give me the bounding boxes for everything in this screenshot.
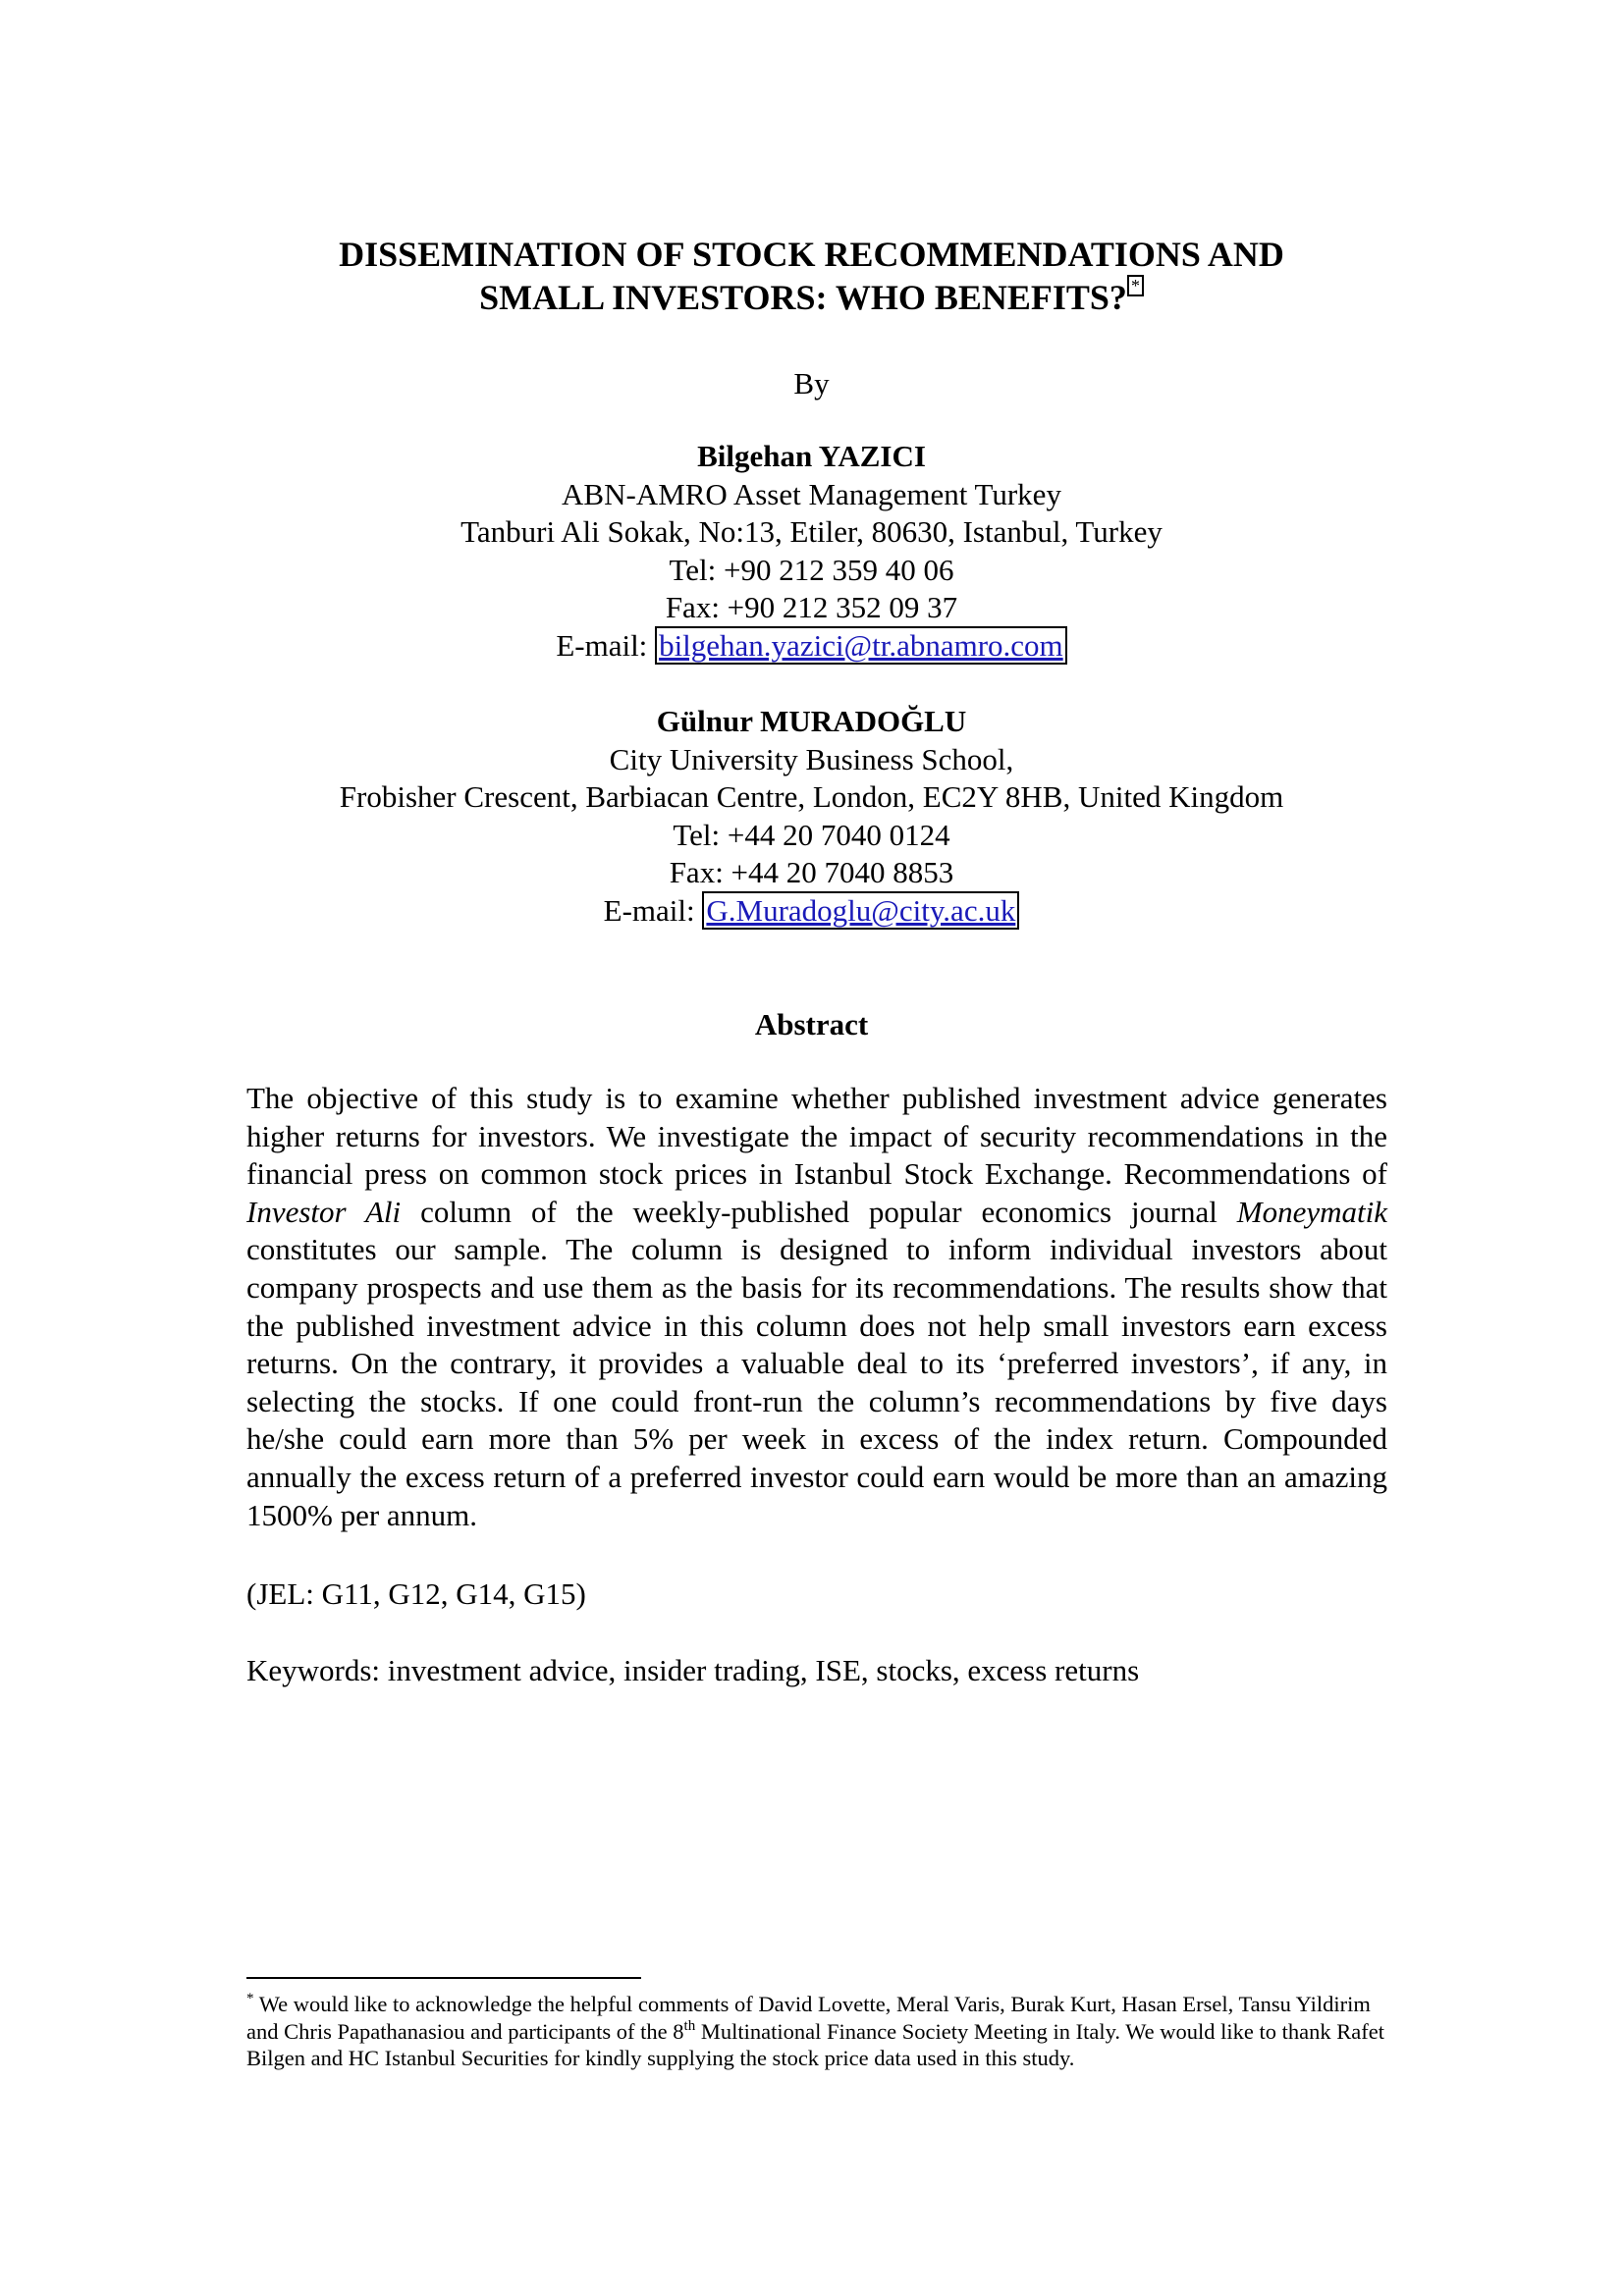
author-fax: Fax: +44 20 7040 8853 [669, 855, 954, 889]
abstract-text-2: column of the weekly-published popular economics journal [401, 1194, 1237, 1229]
footnote-separator [246, 1977, 641, 1979]
footnote-link-mark[interactable]: * [1127, 275, 1144, 296]
author-block-2 [0, 703, 1623, 930]
author-address: Tanburi Ali Sokak, No:13, Etiler, 80630, Istanbul, Turkey [460, 514, 1163, 549]
author-name: Gülnur MURADOĞLU [656, 704, 967, 738]
paper-title [0, 234, 1623, 318]
author-email-link[interactable]: G.Muradoglu@city.ac.uk [702, 891, 1019, 930]
footnote-text-2: Multinational Finance Society Meeting in Italy. We would like to thank Rafet Bilgen and HC Istanbul Securities for kindly supplying the stock price data used in this study. [246, 2018, 1384, 2070]
footnote [246, 1991, 1387, 2072]
title-line-2 [0, 275, 1623, 318]
author-affiliation: ABN-AMRO Asset Management Turkey [562, 476, 1061, 511]
title-line-1: DISSEMINATION OF STOCK RECOMMENDATIONS AND [339, 235, 1284, 274]
author-tel: Tel: +90 212 359 40 06 [669, 552, 954, 587]
footnote-mark: * [246, 1991, 254, 2006]
author-email-line [0, 627, 1623, 666]
author-email-link[interactable]: bilgehan.yazici@tr.abnamro.com [655, 626, 1067, 665]
author-block-1 [0, 438, 1623, 665]
footnote-ordinal: th [683, 2017, 696, 2034]
abstract-text-3: constitutes our sample. The column is designed to inform individual investors about company prospects and use them as the basis for its recommendations. The results show that the published investment advice in this column does not help small investors earn excess returns. On the contrary, it provides a valuable deal to its ‘preferred investors’, if any, in selecting the stocks. If one could front-run the column’s recommendations by five days he/she could earn more than 5% per week in excess of the index return. Compounded annually the excess return of a preferred investor could earn would be more than an amazing 1500% per annum. [246, 1232, 1387, 1532]
author-affiliation: City University Business School, [609, 741, 1014, 776]
author-email-line [0, 892, 1623, 931]
keywords: Keywords: investment advice, insider trading, ISE, stocks, excess returns [246, 1653, 1140, 1687]
title-line-2-text: SMALL INVESTORS: WHO BENEFITS? [479, 278, 1127, 317]
abstract-italic-moneymatik: Moneymatik [1236, 1194, 1387, 1229]
abstract-body [246, 1080, 1387, 1534]
author-address: Frobisher Crescent, Barbiacan Centre, London, EC2Y 8HB, United Kingdom [339, 779, 1284, 814]
email-label: E-mail: [556, 627, 656, 663]
by-label: By [793, 366, 830, 400]
abstract-heading: Abstract [754, 1007, 869, 1041]
abstract-italic-investor-ali: Investor Ali [246, 1194, 402, 1229]
jel-codes: (JEL: G11, G12, G14, G15) [246, 1576, 586, 1611]
author-name: Bilgehan YAZICI [697, 439, 926, 473]
author-fax: Fax: +90 212 352 09 37 [665, 590, 958, 624]
abstract-text-1: The objective of this study is to examine whether published investment advice generates higher returns for investors. We investigate the impact of security recommendations in the financial press on common stock prices in Istanbul Stock Exchange. Recommendations of [246, 1081, 1387, 1192]
footnote-text-1: We would like to acknowledge the helpful comments of David Lovette, Meral Varis, Burak Kurt, Hasan Ersel, Tansu Yildirim and Chris Papathanasiou and participants of the 8 [246, 1992, 1371, 2044]
email-label: E-mail: [603, 892, 703, 928]
author-tel: Tel: +44 20 7040 0124 [673, 817, 950, 852]
